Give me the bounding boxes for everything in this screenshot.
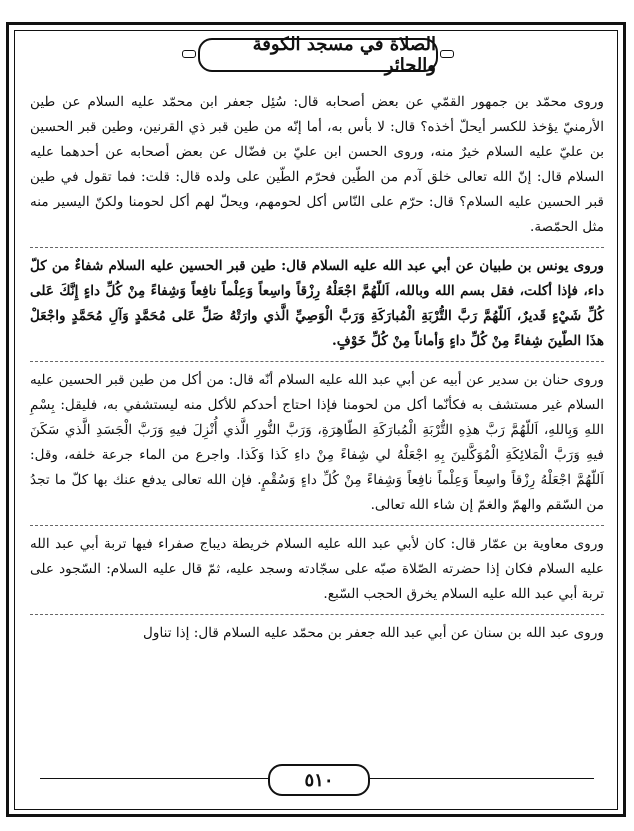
paragraph-4: وروى معاوية بن عمّار قال: كان لأبي عبد الله عليه السلام خريطة ديباج صفراء فيها تربة أبي عبد الله عليه السلام فكان إذا حضرته الصّلاة صبّه على سجّادته وسجد عليه، ثمّ قال عليه السلام: السّجود على تربة أبي عبد الله عليه السلام يخرق الحجب السّبع.: [30, 536, 604, 602]
page-number: ٥١٠: [268, 764, 370, 796]
page-title: الصلاة في مسجد الكوفة والحائر: [198, 38, 438, 72]
paragraph-separator: [30, 361, 604, 362]
paragraph-separator: [30, 525, 604, 526]
page-body: [30, 90, 604, 646]
paragraph-1: وروى محمّد بن جمهور القمّي عن بعض أصحابه قال: سُئِل جعفر ابن محمّد عليه السلام عن طين الأرمنيّ يؤخذ للكسر أيحلّ أخذه؟ قال: لا بأس به، أما إنّه من طين قبر ذي القرنين، وطين قبر الحسين بن عليّ عليه السلام خيرٌ منه، وروى الحسن ابن عليّ بن فضّال عن بعض أصحابه عن أحدهما عليه السلام قال: إنّ الله تعالى خلق آدم من الطّين فحرّم الطّين على ولده قال: قلت: فما تقول في طين قبر الحسين عليه السلام؟ قال: حرّم على النّاس أكل لحومهم، ويحلّ لهم أكل لحومنا ولكنّ اليسير منه مثل الحمّصة.: [30, 94, 604, 235]
title-right-ornament: [440, 50, 454, 58]
title-left-ornament: [182, 50, 196, 58]
paragraph-separator: [30, 247, 604, 248]
paragraph-3: وروى حنان بن سدير عن أبيه عن أبي عبد الله عليه السلام أنّه قال: من أكل من طين قبر الحسين عليه السلام غير مستشف به فكأنّما أكل من لحومنا فإذا احتاج أحدكم للأكل منه ليستشفي به، فليقل: بِسْمِ اللهِ وَبِاللهِ، اَللّهُمَّ رَبَّ هذِهِ التُّرْبَةِ الْمُبارَكَةِ الطّاهِرَةِ، وَرَبَّ النُّورِ الَّذي أُنْزِلَ فيهِ وَرَبَّ الْجَسَدِ الَّذي سَكَنَ فيهِ وَرَبَّ الْمَلائِكَةِ الْمُوَكَّلينَ بِهِ اجْعَلْهُ لي شِفاءً مِنْ داءِ كَذا وَكَذا. واجرع من الماء جرعة خلفه، وقل: اَللّهُمَّ اجْعَلْهُ رِزْقاً واسِعاً وَعِلْماً نافِعاً وَشِفاءً مِنْ كُلِّ داءٍ وَسُقْمٍ. فإن الله تعالى يدفع عنك بها كلّ ما تجدُ من السّقم والهمّ والغمّ إن شاء الله تعالى.: [30, 372, 604, 513]
paragraph-separator: [30, 614, 604, 615]
paragraph-5: وروى عبد الله بن سنان عن أبي عبد الله جعفر بن محمّد عليه السلام قال: إذا تناول: [143, 625, 604, 641]
paragraph-2: وروى يونس بن طبيان عن أبي عبد الله عليه السلام قال: طين قبر الحسين عليه السلام شفاءٌ من كلّ داء، فإذا أكلت، فقل بسم الله وبالله، اَللّهُمَّ اجْعَلْهُ رِزْقاً واسِعاً وَعِلْماً نافِعاً وَشِفاءً مِنْ كُلِّ داءٍ إِنَّكَ عَلى كُلِّ شَيْءٍ قَديرٌ، اَللّهُمَّ رَبَّ التُّرْبَةِ الْمُبارَكَةِ وَرَبَّ الْوَصِيِّ الَّذي وارَتْهُ صَلِّ عَلى مُحَمَّدٍ وَآلِ مُحَمَّدٍ واجْعَلْ هذَا الطّينَ شِفاءً مِنْ كُلِّ داءٍ وَأماناً مِنْ كُلِّ خَوْفٍ.: [30, 258, 604, 349]
